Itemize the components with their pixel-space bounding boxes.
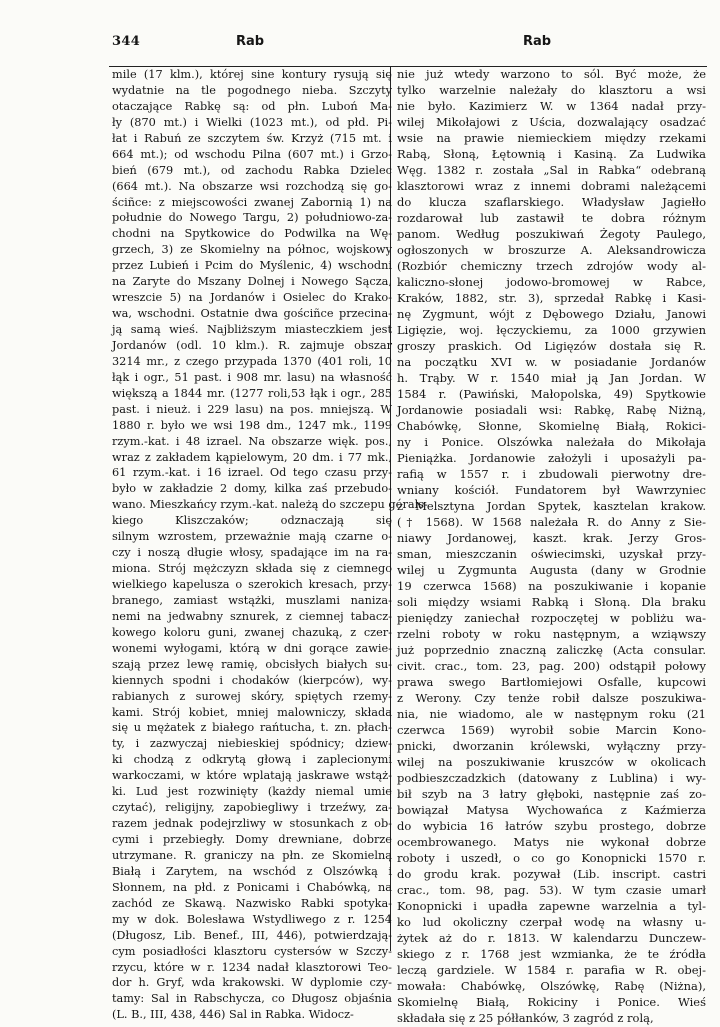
text-line: wniany kościół. Fundatorem był Wawrzyniec	[397, 483, 706, 497]
text-line: nie było. Kazimierz W. w 1364 nadał przy-	[397, 99, 706, 113]
text-line: Chabówkę, Słonne, Skomielnę Białą, Rokici-	[397, 419, 706, 433]
text-line: składała się z 25 półłanków, 3 zagród z rolą,	[397, 1011, 654, 1025]
text-line: skiego z r. 1768 jest wzmianka, że te źródła	[397, 947, 706, 961]
text-line: kiego Kliszczaków; odznaczają się	[112, 514, 392, 528]
page-number: 344	[112, 34, 141, 49]
text-line: crac., tom. 98, pag. 53). W tym czasie umarł	[397, 883, 706, 897]
text-line: kaliczno-słonej jodowo-bromowej w Rabce,	[397, 275, 706, 289]
text-line: 3214 mr., z czego przypada 1370 (401 roli, 10	[112, 354, 392, 368]
text-line: łąk i ogr., 51 past. i 908 mr. lasu) na własność	[112, 370, 392, 384]
text-line: Jordanowie posiadali wsi: Rabkę, Rabę Niżną,	[397, 403, 706, 417]
text-line: pnicki, dworzanin królewski, wyłączny przy-	[397, 739, 706, 753]
text-line: rozdarował lub zastawił te dobra różnym	[397, 211, 706, 225]
text-line: niawy Jordanowej, kaszt. krak. Jerzy Gros-	[397, 531, 706, 545]
text-line: wilej u Zygmunta Augusta (dany w Grodnie	[397, 563, 706, 577]
text-line: civit. crac., tom. 23, pag. 200) odstąpił połowy	[397, 659, 706, 673]
text-line: ko lud okoliczny czerpał wodę na własny u-	[397, 915, 706, 929]
text-line: pieniędzy zaniechał rozpoczętej w pobliżu wa-	[397, 611, 706, 625]
text-line: Rabą, Słoną, Łętownią i Kasiną. Za Ludwika	[397, 147, 706, 161]
text-line: kiennych spodni i chodaków (kierpców), wy-	[112, 673, 392, 687]
text-line: groszy praskich. Od Ligięzów dostała się R.	[397, 339, 706, 353]
text-line: Białą i Zarytem, na wschód z Olszówką i	[112, 864, 392, 878]
text-line: się u mężatek z białego rańtucha, t. zn. płach-	[112, 721, 392, 735]
text-line: († 1568). W 1568 należała R. do Anny z Sie-	[397, 515, 706, 529]
text-line: Skomielnę Białą, Rokiciny i Ponice. Wieś	[397, 995, 706, 1009]
text-line: wilej na poszukiwanie kruszców w okolicach	[397, 755, 706, 769]
text-line: 1880 r. było we wsi 198 dm., 1247 mk., 1199	[112, 418, 392, 432]
text-line: 19 czerwca 1568) na poszukiwanie i kopanie	[397, 579, 706, 593]
text-line: do wybicia 16 łatrów szybu prostego, dobrze	[397, 819, 706, 833]
text-line: 61 rzym.-kat. i 16 izrael. Od tego czasu przy-	[112, 466, 392, 480]
text-line: rabianych z surowej skóry, spiętych rzemy-	[112, 689, 392, 703]
text-line: panom. Według poszukiwań Żegoty Paulego,	[397, 227, 706, 241]
text-line: było w zakładzie 2 domy, kilka zaś przebudo-	[112, 482, 392, 496]
text-line: ją samą wieś. Najbliższym miasteczkiem jest	[112, 323, 392, 336]
text-line: Jordanów (odl. 10 klm.). R. zajmuje obszar	[112, 338, 392, 352]
text-line: leczą gardziele. W 1584 r. parafia w R. obej-	[397, 963, 706, 977]
text-line: soli między wsiami Rabką i Słoną. Dla braku	[397, 595, 706, 609]
text-line: sman, mieszczanin oświecimski, uzyskał przy-	[397, 547, 706, 561]
text-line: rzym.-kat. i 48 izrael. Na obszarze więk. pos.,	[112, 434, 392, 448]
text-line: dor h. Gryf, wda krakowski. W dyplomie czy-	[112, 976, 392, 990]
text-line: ocembrowanego. Matys nie wykonał dobrze	[397, 835, 706, 849]
text-line: bowiązał Matysa Wychowańca z Kaźmierza	[397, 803, 706, 817]
text-line: Węg. 1382 r. została „Sal in Rabka“ odebraną	[397, 163, 706, 177]
text-line: h. Trąby. W r. 1540 miał ją Jan Jordan. W	[397, 371, 706, 385]
text-line: czerwca 1569) wyrobił sobie Marcin Kono-	[397, 723, 706, 737]
text-line: kowego koloru guni, zwanej chazuką, z czer-	[112, 625, 392, 639]
text-line: rzycu, które w r. 1234 nadał klasztorowi Teo-	[112, 960, 392, 974]
text-line: wreszcie 5) na Jordanów i Osielec do Krako-	[112, 291, 392, 305]
text-line: podbieszczadzkich (datowany z Lublina) i wy-	[397, 771, 706, 785]
text-line: Konopnicki i upadła zapewne warzelnia a tyl-	[397, 899, 706, 913]
text-line: klasztorowi wraz z innemi dobrami należącemi	[397, 179, 706, 193]
text-line: silnym wzrostem, przeważnie mają czarne o-	[112, 530, 392, 544]
text-line: z Melsztyna Jordan Spytek, kasztelan krakow.	[397, 499, 706, 513]
text-line: chodni na Spytkowice do Podwilka na Wę-	[112, 227, 392, 241]
text-line: tamy: Sal in Rabschycza, co Długosz objaśnia	[112, 992, 392, 1006]
text-line: bił szyb na 3 łatry głęboki, następnie zaś zo-	[397, 787, 706, 801]
text-line: mile (17 klm.), której sine kontury rysują się	[112, 68, 392, 81]
text-line: łat i Rabuń ze szczytem św. Krzyż (715 mt. i	[112, 131, 392, 145]
text-line: 664 mt.); od wschodu Pilna (607 mt.) i Grzo-	[112, 147, 392, 161]
text-line: cymi i przebiegły. Domy drewniane, dobrze	[112, 833, 392, 846]
text-line: Pieniążka. Jordanowie założyli i uposażyli pa-	[397, 451, 706, 465]
text-line: nie już wtedy warzono to sól. Być może, że	[397, 67, 706, 81]
text-line: kami. Strój kobiet, mniej malowniczy, składa	[112, 705, 392, 719]
text-line: ki chodzą z odkrytą głową i zaplecionymi	[112, 753, 392, 767]
text-line: czytać), religijny, zapobiegliwy i trzeźwy, za-	[112, 801, 392, 815]
text-line: mowała: Chabówkę, Olszówkę, Rabę (Niżna),	[397, 979, 706, 993]
right-column	[397, 67, 706, 1027]
text-line: większą a 1844 mr. (1277 roli,53 łąk i ogr., 285	[112, 386, 392, 400]
left-column	[112, 67, 428, 1023]
text-line: warkoczami, w które wplatają jaskrawe wstąż-	[112, 769, 392, 783]
text-line: już poprzednio znaczną zaliczkę (Acta consular.	[397, 643, 706, 657]
text-line: wilej Mikołajowi z Uścia, dozwalający osadzać	[397, 115, 706, 129]
text-line: Kraków, 1882, str. 3), sprzedał Rabkę i Kasi-	[397, 291, 706, 305]
text-line: ny i Ponice. Olszówka należała do Mikołaja	[397, 435, 706, 449]
text-line: rafią w 1557 r. i zbudowali pierwotny dre-	[397, 467, 706, 481]
text-line: otaczające Rabkę są: od płn. Luboń Ma-	[112, 99, 392, 113]
text-line: (L. B., III, 438, 446) Sal in Rabka. Widocz-	[112, 1008, 354, 1022]
text-line: (Długosz, Lib. Benef., III, 446), potwierdzają-	[112, 928, 392, 942]
text-line: szają przez lewę ramię, obcisłych białych su-	[112, 657, 392, 671]
text-line: wano. Mieszkańcy rzym.-kat. należą do szczepu górals-	[112, 498, 428, 512]
text-line: (664 mt.). Na obszarze wsi rozchodzą się go-	[112, 179, 392, 193]
text-line: branego, zamiast wstążki, muszlami naniza-	[112, 593, 392, 607]
running-head-left: Rab	[236, 34, 265, 49]
text-line: miona. Strój mężczyzn składa się z ciemnego	[112, 562, 392, 576]
text-line: z Werony. Czy tenże robił dalsze poszukiwa-	[397, 691, 706, 705]
text-line: bień (679 mt.), od zachodu Rabka Dzielec	[112, 163, 392, 177]
text-line: nę Zygmunt, wójt z Dębowego Działu, Janowi	[397, 307, 706, 321]
text-line: nemi na jedwabny sznurek, z ciemnej tabacz-	[112, 609, 392, 623]
text-line: razem jednak podejrzliwy w stosunkach z ob-	[112, 817, 392, 831]
text-line: do klucza szaflarskiego. Władysław Jagiełło	[397, 195, 706, 209]
text-line: prawa swego Bartłomiejowi Osfalle, kupcowi	[397, 675, 706, 689]
text-line: 1584 r. (Pawiński, Małopolska, 49) Spytkowie	[397, 387, 706, 401]
text-line: wydatnie na tle pogodnego nieba. Szczyty	[112, 83, 392, 97]
text-line: ściñce: z miejscowości zwanej Zabornią 1) na	[112, 195, 392, 209]
text-line: utrzymane. R. graniczy na płn. ze Skomielną	[112, 848, 392, 862]
text-line: nia, nie wiadomo, ale w następnym roku (21	[397, 707, 706, 721]
text-line: południe do Nowego Targu, 2) południowo-za-	[112, 211, 392, 225]
text-line: żytek aż do r. 1813. W kalendarzu Dunczew-	[397, 931, 706, 945]
text-line: do grodu krak. pozywał (Lib. inscript. castri	[397, 867, 706, 881]
text-line: wielkiego kapelusza o szerokich kresach, przy-	[112, 578, 392, 591]
text-line: na początku XVI w. w posiadanie Jordanów	[397, 355, 706, 369]
text-line: na Zaryte do Mszany Dolnej i Nowego Sącza,	[112, 275, 392, 289]
text-line: cym posiadłości klasztoru cystersów w Szczy-	[112, 944, 392, 958]
text-line: grzech, 3) ze Skomielny na północ, wojskowy	[112, 243, 392, 257]
running-head-right: Rab	[523, 34, 552, 49]
text-line: (Rozbiór chemiczny trzech zdrojów wody al-	[397, 259, 706, 273]
text-line: Ligięzie, woj. łęczyckiemu, za 1000 grzywien	[397, 323, 706, 337]
text-line: wa, wschodni. Ostatnie dwa gościñce przecina-	[112, 307, 392, 321]
text-line: rzelni roboty w roku następnym, a wziąwszy	[397, 627, 706, 641]
text-line: wonemi wyłogami, którą w dni gorące zawie-	[112, 641, 392, 655]
text-line: przez Lubień i Pcim do Myślenic, 4) wschodni	[112, 259, 392, 273]
text-line: ty, i zazwyczaj niebieskiej spódnicy; dziew-	[112, 737, 392, 751]
text-line: Słonnem, na płd. z Ponicami i Chabówką, na	[112, 880, 392, 894]
text-line: wraz z zakładem kąpielowym, 20 dm. i 77 mk.,	[112, 450, 392, 464]
text-line: tylko warzelnie należały do klasztoru a wsi	[397, 83, 706, 97]
page-header	[0, 34, 720, 54]
text-line: wsie na prawie niemieckiem między rzekami	[397, 131, 706, 145]
text-line: ogłoszonych w broszurze A. Aleksandrowicza	[397, 243, 706, 257]
text-line: czy i noszą długie włosy, spadające im na ra-	[112, 546, 392, 560]
text-line: zachód ze Skawą. Nazwisko Rabki spotyka-	[112, 896, 392, 910]
text-line: past. i nieuż. i 229 lasu) na pos. mniejszą. W	[112, 402, 392, 416]
text-line: ki. Lud jest rozwinięty (każdy niemal umie	[112, 785, 392, 799]
text-line: roboty i uszedł, o co go Konopnicki 1570 r.	[397, 851, 706, 865]
text-line: my w dok. Bolesława Wstydliwego z r. 1254	[112, 912, 392, 926]
text-line: ły (870 mt.) i Wielki (1023 mt.), od płd. Pi-	[112, 115, 392, 129]
